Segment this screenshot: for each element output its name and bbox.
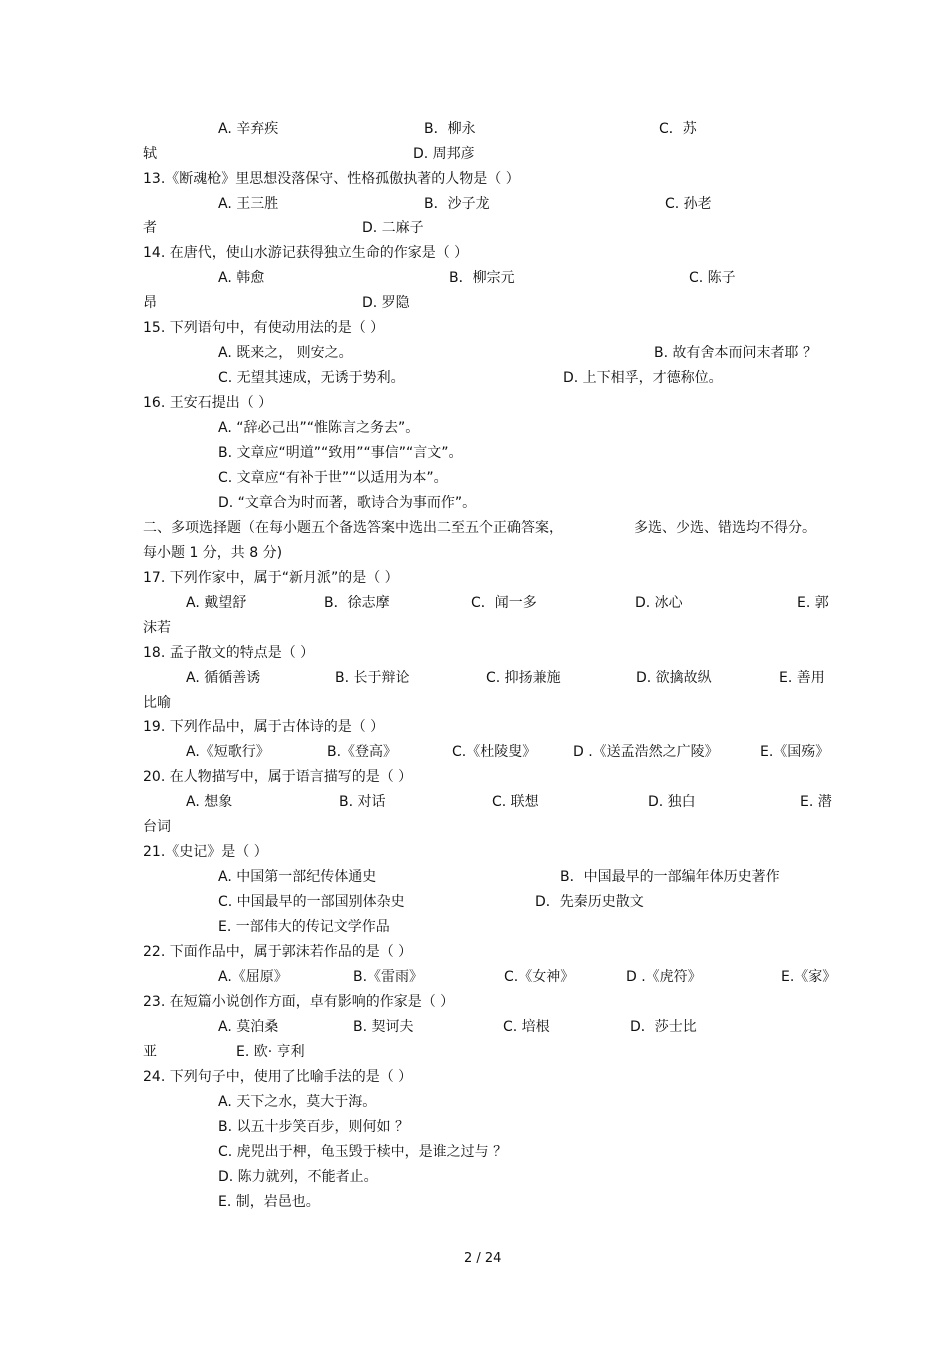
text-line: B．中国最早的一部编年体历史著作 — [560, 869, 780, 885]
text-line: E. 善用 — [779, 670, 825, 686]
question-15: 15. 下列语句中，有使动用法的是（ ） — [143, 320, 385, 336]
text-line: A. 循循善诱 — [186, 670, 261, 686]
text-line: C. 文章应“有补于世”“以适用为本”。 — [218, 470, 448, 486]
text-line: C．苏 — [659, 121, 697, 137]
question-13: 13.《断魂枪》里思想没落保守、性格孤傲执著的人物是（ ） — [143, 171, 520, 187]
text-line: A.《短歌行》 — [186, 744, 270, 760]
text-line: A. 韩愈 — [218, 270, 265, 286]
text-line: E.《国殇》 — [760, 744, 830, 760]
question-24: 24. 下列句子中，使用了比喻手法的是（ ） — [143, 1069, 413, 1085]
text-line: B．柳宗元 — [449, 270, 515, 286]
text-line: B. 对话 — [339, 794, 386, 810]
section-heading: 每小题 1 分，共 8 分) — [143, 545, 283, 561]
question-19: 19. 下列作品中，属于古体诗的是（ ） — [143, 719, 385, 735]
text-line: E. 一部伟大的传记文学作品 — [218, 919, 390, 935]
text-line: B.《登高》 — [327, 744, 398, 760]
text-line: C. 联想 — [492, 794, 539, 810]
text-line: D．先秦历史散文 — [535, 894, 644, 910]
text-line: B. 文章应“明道”“致用”“事信”“言文”。 — [218, 445, 463, 461]
text-line: 比喻 — [143, 695, 171, 711]
text-line: A. 天下之水，莫大于海。 — [218, 1094, 377, 1110]
text-line: D .《送孟浩然之广陵》 — [573, 744, 719, 760]
text-line: C. 孙老 — [665, 196, 712, 212]
question-18: 18. 孟子散文的特点是（ ） — [143, 645, 315, 661]
text-line: C. 无望其速成，无诱于势利。 — [218, 370, 405, 386]
text-line: B. 长于辩论 — [335, 670, 410, 686]
section-heading: 多选、少选、错选均不得分。 — [634, 520, 816, 536]
text-line: A. 戴望舒 — [186, 595, 247, 611]
text-line: C．闻一多 — [471, 595, 537, 611]
text-line: C. 抑扬兼施 — [486, 670, 561, 686]
page-number: 2 / 24 — [464, 1251, 502, 1266]
text-line: C.《女神》 — [504, 969, 575, 985]
text-line: E. 欧· 亨利 — [236, 1044, 305, 1060]
text-line: D. 独白 — [648, 794, 696, 810]
text-line: 昂 — [143, 295, 157, 311]
text-line: D. 上下相孚，才德称位。 — [563, 370, 723, 386]
text-line: 亚 — [143, 1044, 157, 1060]
text-line: C.《杜陵叟》 — [452, 744, 537, 760]
text-line: C. 虎兕出于柙，龟玉毁于椟中，是谁之过与 ？ — [218, 1144, 508, 1160]
question-14: 14. 在唐代，使山水游记获得独立生命的作家是（ ） — [143, 245, 469, 261]
text-line: D. 欲擒故纵 — [636, 670, 712, 686]
question-21: 21.《史记》是（ ） — [143, 844, 268, 860]
text-line: A. 辛弃疾 — [218, 121, 279, 137]
text-line: D. 陈力就列，不能者止。 — [218, 1169, 378, 1185]
text-line: D．莎士比 — [630, 1019, 697, 1035]
text-line: 沫若 — [143, 620, 171, 636]
text-line: E. 潜 — [800, 794, 832, 810]
text-line: A. 中国第一部纪传体通史 — [218, 869, 377, 885]
text-line: C. 陈子 — [689, 270, 736, 286]
text-line: 台词 — [143, 819, 171, 835]
question-17: 17. 下列作家中，属于“新月派”的是（ ） — [143, 570, 399, 586]
text-line: D. 周邦彦 — [413, 146, 475, 162]
text-line: E. 郭 — [797, 595, 829, 611]
text-line: B.《雷雨》 — [353, 969, 424, 985]
text-line: B. 以五十步笑百步，则何如 ？ — [218, 1119, 409, 1135]
section-heading: 二、多项选择题（在每小题五个备选答案中选出二至五个正确答案， — [143, 520, 563, 536]
text-line: D. 冰心 — [635, 595, 683, 611]
text-line: D. “文章合为时而著，歌诗合为事而作”。 — [218, 495, 477, 511]
text-line: A. 想象 — [186, 794, 233, 810]
text-line: A. 莫泊桑 — [218, 1019, 279, 1035]
text-line: D. 罗隐 — [362, 295, 410, 311]
question-20: 20. 在人物描写中，属于语言描写的是（ ） — [143, 769, 413, 785]
text-line: B．柳永 — [424, 121, 476, 137]
text-line: A.《屈原》 — [218, 969, 288, 985]
text-line: C. 中国最早的一部国别体杂史 — [218, 894, 405, 910]
text-line: B．徐志摩 — [324, 595, 390, 611]
text-line: D. 二麻子 — [362, 220, 424, 236]
text-line: E.《家》 — [781, 969, 837, 985]
text-line: D .《虎符》 — [626, 969, 702, 985]
question-23: 23. 在短篇小说创作方面，卓有影响的作家是（ ） — [143, 994, 455, 1010]
text-line: A. 王三胜 — [218, 196, 279, 212]
text-line: B. 契诃夫 — [353, 1019, 414, 1035]
text-line: E. 制，岩邑也。 — [218, 1194, 320, 1210]
text-line: C. 培根 — [503, 1019, 550, 1035]
text-line: 者 — [143, 220, 157, 236]
question-16: 16. 王安石提出（ ） — [143, 395, 273, 411]
text-line: A. 既来之， 则安之。 — [218, 345, 353, 361]
text-line: B．沙子龙 — [424, 196, 490, 212]
question-22: 22. 下面作品中，属于郭沫若作品的是（ ） — [143, 944, 413, 960]
text-line: 轼 — [143, 146, 157, 162]
text-line: A. “辞必己出”“惟陈言之务去”。 — [218, 420, 420, 436]
text-line: B. 故有舍本而问末者耶 ？ — [654, 345, 817, 361]
